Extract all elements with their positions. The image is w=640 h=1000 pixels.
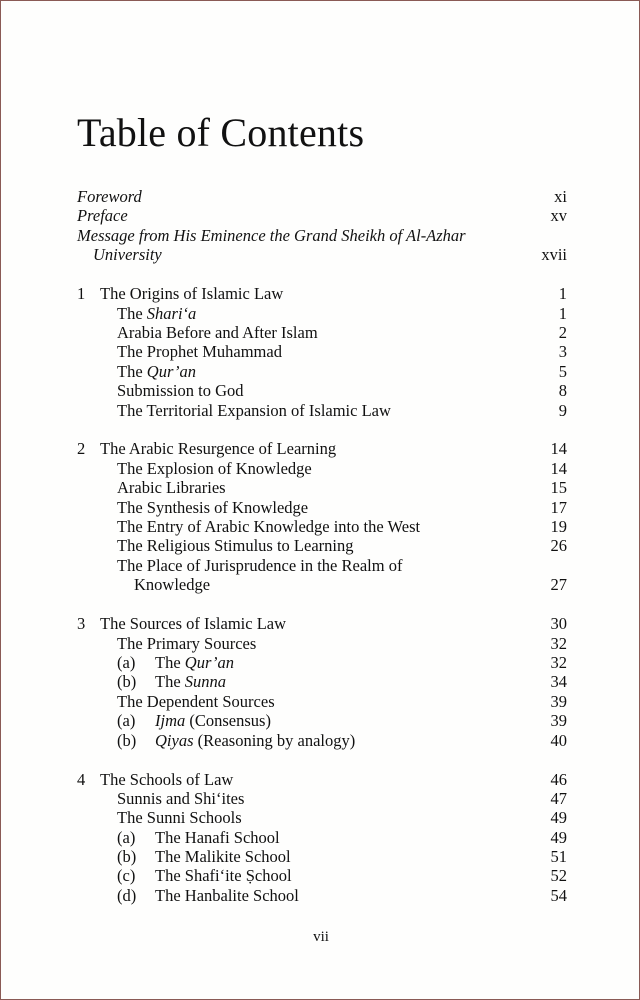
- page-number: 1: [558, 284, 567, 304]
- section-title: [117, 731, 355, 750]
- subsection-label: (b): [117, 847, 137, 867]
- page-title: Table of Contents: [77, 110, 365, 155]
- page-number: 39: [550, 691, 567, 711]
- front-matter-title: Message from His Eminence the Grand Sheikh of Al-Azhar: [77, 225, 466, 245]
- title-text: Submission to God: [117, 381, 244, 401]
- section-entry: [1, 342, 640, 361]
- title-italic: Ijma: [155, 711, 186, 731]
- page-number: 51: [550, 847, 567, 867]
- section-title: [117, 789, 244, 808]
- front-matter-title-continued: University: [93, 245, 162, 265]
- page-number: xi: [554, 187, 567, 206]
- section-entry: [1, 692, 640, 711]
- page-number: 5: [558, 361, 567, 381]
- title-text: The Place of Jurisprudence in the Realm of: [117, 555, 403, 575]
- title-italic: Qur’an: [146, 361, 196, 381]
- title-text: The Prophet Muhammad: [117, 342, 282, 362]
- subsection-entry: [1, 828, 640, 847]
- front-matter-title: Foreword: [77, 187, 142, 206]
- section-title: [117, 459, 312, 478]
- section-title: [117, 653, 234, 672]
- section-entry: [1, 459, 640, 478]
- title-italic: Qiyas: [155, 730, 194, 750]
- section-entry: [1, 323, 640, 342]
- section-title: [117, 342, 282, 361]
- chapter-entry: [1, 284, 640, 303]
- subsection-label: (c): [117, 866, 136, 886]
- title-text: The: [117, 303, 147, 323]
- section-title: [117, 847, 291, 866]
- title-text: The Dependent Sources: [117, 691, 275, 711]
- title-text: Arabia Before and After Islam: [117, 322, 318, 342]
- chapter-entry: [1, 614, 640, 633]
- chapter-heading: [77, 284, 283, 303]
- page-number: 34: [550, 672, 567, 692]
- subsection-label: (b): [117, 730, 137, 750]
- section-title: [117, 828, 280, 847]
- title-text: Arabic Libraries: [117, 478, 226, 498]
- subsection-entry: [1, 653, 640, 672]
- page-number: 17: [550, 497, 567, 517]
- front-matter-entry: [1, 187, 640, 206]
- page-number-footer: vii: [313, 929, 329, 945]
- section-title: [117, 478, 226, 497]
- title-italic: Qur’an: [184, 652, 234, 672]
- front-matter-entry: [1, 206, 640, 225]
- title-text: The Shafi‘ite Ṣchool: [155, 866, 292, 886]
- page-number: 54: [550, 885, 567, 905]
- section-title: [117, 498, 308, 517]
- subsection-label: (a): [117, 827, 136, 847]
- page-number: 32: [550, 652, 567, 672]
- title-text: Sunnis and Shi‘ites: [117, 788, 245, 808]
- chapter-heading: [77, 614, 286, 633]
- chapter-number: 1: [77, 284, 86, 304]
- chapter-number: 3: [77, 614, 86, 634]
- chapter-number: 4: [77, 769, 86, 789]
- section-title: [117, 634, 256, 653]
- page-number: 9: [558, 400, 567, 420]
- page-number: 39: [550, 711, 567, 731]
- section-entry: [1, 401, 640, 420]
- page-number: xv: [550, 206, 567, 226]
- chapter-heading: [77, 439, 336, 458]
- toc-spacer: [1, 265, 640, 285]
- page-number: 3: [558, 342, 567, 362]
- page-number: 47: [550, 788, 567, 808]
- table-of-contents: [1, 187, 640, 905]
- section-entry: [1, 789, 640, 808]
- page-number: 49: [550, 827, 567, 847]
- section-title: [117, 692, 275, 711]
- page-number: 19: [550, 517, 567, 537]
- title-text: The Hanbalite School: [155, 885, 299, 905]
- title-text: The Explosion of Knowledge: [117, 458, 312, 478]
- section-entry: [1, 517, 640, 536]
- page-number: 14: [550, 439, 567, 459]
- front-matter-entry-continued: [1, 245, 640, 264]
- section-entry: [1, 536, 640, 555]
- page-number: xvii: [541, 245, 567, 265]
- page-number: 1: [558, 303, 567, 323]
- section-entry: [1, 808, 640, 827]
- title-text: The: [155, 652, 185, 672]
- subsection-entry: [1, 847, 640, 866]
- chapter-title: The Schools of Law: [100, 769, 234, 789]
- section-title: [117, 401, 391, 420]
- page-number: 49: [550, 808, 567, 828]
- page-number: 40: [550, 730, 567, 750]
- title-text: The: [117, 361, 147, 381]
- subsection-label: (b): [117, 672, 137, 692]
- page-number: 32: [550, 633, 567, 653]
- subsection-entry: [1, 886, 640, 905]
- front-matter-entry: [1, 226, 640, 245]
- section-entry: [1, 556, 640, 575]
- title-italic: Shari‘a: [146, 303, 197, 323]
- page-number: 30: [550, 614, 567, 634]
- section-title: [117, 536, 353, 555]
- chapter-number: 2: [77, 439, 86, 459]
- subsection-entry: [1, 672, 640, 691]
- section-title: [117, 517, 420, 536]
- subsection-label: (a): [117, 711, 136, 731]
- page-number: 8: [558, 381, 567, 401]
- title-text: The Entry of Arabic Knowledge into the West: [117, 517, 421, 537]
- section-entry: [1, 634, 640, 653]
- title-text: The Religious Stimulus to Learning: [117, 536, 354, 556]
- chapter-title: The Arabic Resurgence of Learning: [100, 439, 337, 459]
- title-text: The Primary Sources: [117, 633, 257, 653]
- title-text-after: (Reasoning by analogy): [193, 730, 356, 750]
- chapter-entry: [1, 770, 640, 789]
- section-title: [117, 304, 196, 323]
- section-entry: [1, 498, 640, 517]
- chapter-heading: [77, 770, 233, 789]
- chapter-title: The Sources of Islamic Law: [100, 614, 287, 634]
- section-title: [117, 381, 244, 400]
- title-italic: Sunna: [184, 672, 227, 692]
- subsection-label: (d): [117, 885, 137, 905]
- title-text: The Malikite School: [155, 847, 291, 867]
- section-entry: [1, 381, 640, 400]
- section-entry-continued: [1, 575, 640, 594]
- title-text: The Hanafi School: [155, 827, 280, 847]
- page-number: 2: [558, 322, 567, 342]
- title-text: The Sunni Schools: [117, 808, 242, 828]
- section-entry: [1, 478, 640, 497]
- toc-spacer: [1, 420, 640, 440]
- subsection-label: (a): [117, 652, 136, 672]
- section-title: [117, 886, 299, 905]
- section-title: [117, 672, 226, 691]
- page-number: 14: [550, 458, 567, 478]
- title-text: The: [155, 672, 185, 692]
- title-text: The Territorial Expansion of Islamic Law: [117, 400, 391, 420]
- section-entry: [1, 362, 640, 381]
- toc-spacer: [1, 595, 640, 615]
- front-matter-title: Preface: [77, 206, 128, 226]
- chapter-entry: [1, 439, 640, 458]
- title-text: The Synthesis of Knowledge: [117, 497, 309, 517]
- page-number: 46: [550, 769, 567, 789]
- page-number: 52: [550, 866, 567, 886]
- chapter-title: The Origins of Islamic Law: [100, 284, 284, 304]
- section-title: [117, 362, 196, 381]
- subsection-entry: [1, 731, 640, 750]
- toc-spacer: [1, 750, 640, 770]
- section-title: [117, 866, 292, 885]
- page-number: 15: [550, 478, 567, 498]
- page-number: 26: [550, 536, 567, 556]
- subsection-entry: [1, 711, 640, 730]
- section-title: [117, 556, 402, 575]
- section-title: [117, 711, 271, 730]
- page-number: 27: [550, 575, 567, 595]
- section-title: [117, 323, 318, 342]
- title-text-after: (Consensus): [185, 711, 271, 731]
- section-title: [117, 808, 242, 827]
- subsection-entry: [1, 866, 640, 885]
- section-entry: [1, 304, 640, 323]
- section-title-continued: Knowledge: [134, 575, 211, 595]
